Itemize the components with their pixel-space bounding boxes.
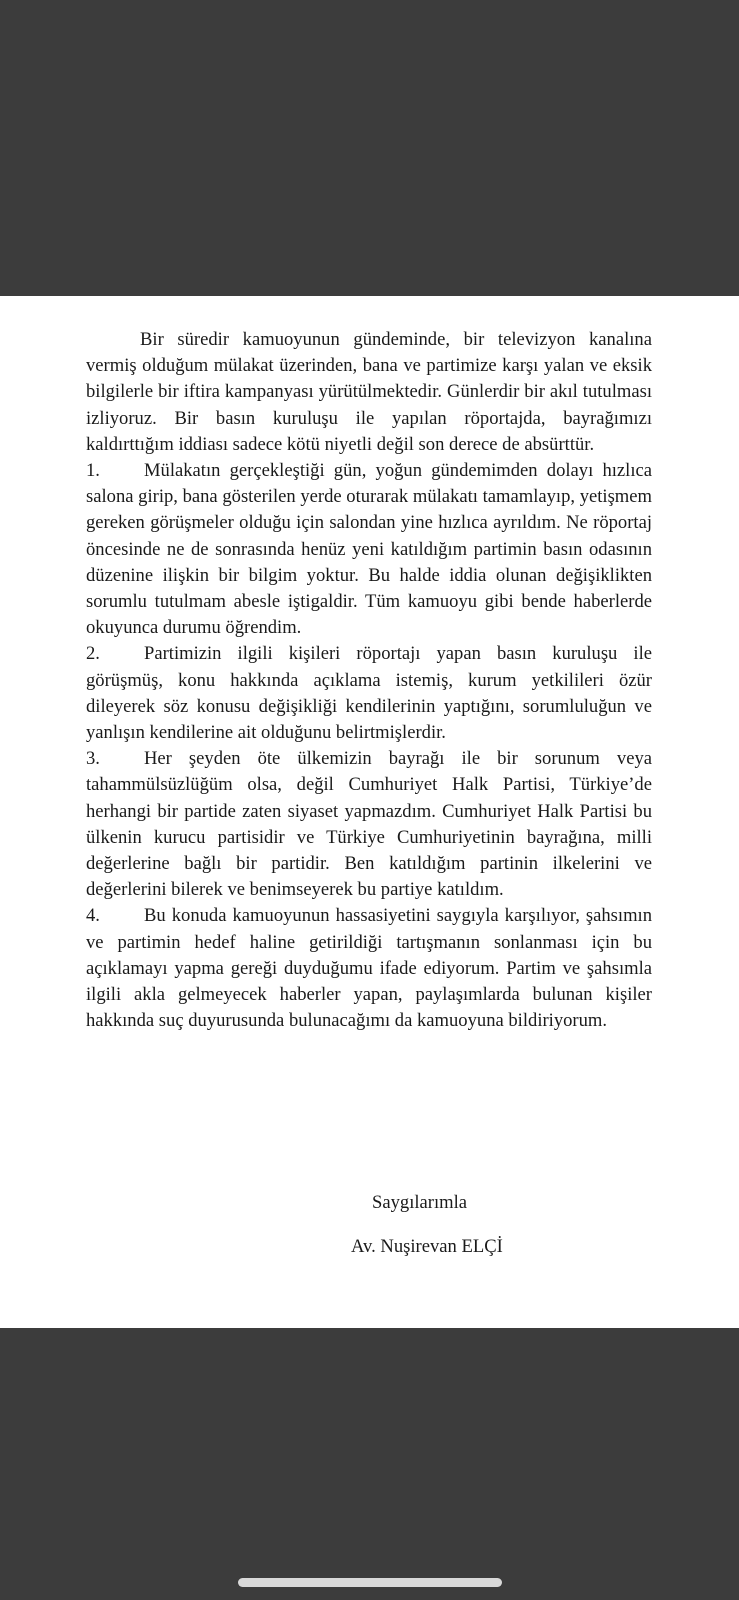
item-text: Her şeyden öte ülkemizin bayrağı ile bir sorunum veya tahammülsüzlüğüm olsa, değil Cumhuriyet Halk Partisi, Türkiye’de herhangi bir partide zaten siyaset yapmazdım. Cumhuriyet Halk Partisi bu ülkenin kurucu partisidir ve Türkiye Cumhuriyetinin bayrağına, milli değerlerine bağlı bir partidir. Ben katıldığım partinin ilkelerini ve değerlerini bilerek ve benimseyerek bu partiye katıldım. <box>86 748 652 901</box>
item-text: Partimizin ilgili kişileri röportajı yapan basın kuruluşu ile görüşmüş, konu hakkında açıklama istemiş, kurum yetkilileri özür dileyerek söz konusu değişikliği kendilerinin yaptığını, sorumluluğun ve yanlışın kendilerine ait olduğunu belirtmişlerdir. <box>86 643 652 744</box>
document-page[interactable] <box>0 296 739 1328</box>
item-text: Bu konuda kamuoyunun hassasiyetini saygıyla karşılıyor, şahsımın ve partimin hedef haline getirildiği tartışmanın sonlanması için bu açıklamayı yapma gereği duyduğumu ifade ediyorum. Partim ve şahsımla ilgili akla gelmeyecek haberler yapan, paylaşımlarda bulunan kişiler hakkında suç duyurusunda bulunacağımı da kamuoyuna bildiriyorum. <box>86 905 652 1032</box>
document-body <box>86 327 652 1034</box>
bottom-dark-area <box>0 1328 739 1600</box>
item-text: Mülakatın gerçekleştiği gün, yoğun gündemimden dolayı hızlıca salona girip, bana gösterilen yerde oturarak mülakatı tamamlayıp, yetişmem gereken görüşmeler olduğu için salondan yine hızlıca ayrıldım. Ne röportaj öncesinde ne de sonrasında henüz yeni katıldığım partimin basın odasının düzenine ilişkin bir bilgim yoktur. Bu halde iddia olunan değişiklikten sorumlu tutulmam abesle iştigaldir. Tüm kamuoyu gibi bende haberlerde okuyunca durumu öğrendim. <box>86 460 652 639</box>
list-item <box>86 903 652 1034</box>
item-number: 2. <box>86 643 100 665</box>
top-dark-area <box>0 0 739 296</box>
home-indicator[interactable] <box>238 1578 502 1587</box>
item-number: 1. <box>86 460 100 482</box>
list-item <box>86 641 652 746</box>
list-item <box>86 746 652 903</box>
list-item <box>86 458 652 641</box>
closing-greeting: Saygılarımla <box>372 1192 468 1213</box>
item-number: 4. <box>86 905 100 927</box>
signature: Av. Nuşirevan ELÇİ <box>351 1236 503 1257</box>
item-number: 3. <box>86 748 100 770</box>
intro-paragraph: Bir süredir kamuoyunun gündeminde, bir televizyon kanalına vermiş olduğum mülakat üzerinden, bana ve partimize karşı yalan ve eksik bilgilerle bir iftira kampanyası yürütülmektedir. Günlerdir bir akıl tutulması izliyoruz. Bir basın kuruluşu ile yapılan röportajda, bayrağımızı kaldırttığım iddiası sadece kötü niyetli değil son derece de absürttür. <box>86 329 652 455</box>
